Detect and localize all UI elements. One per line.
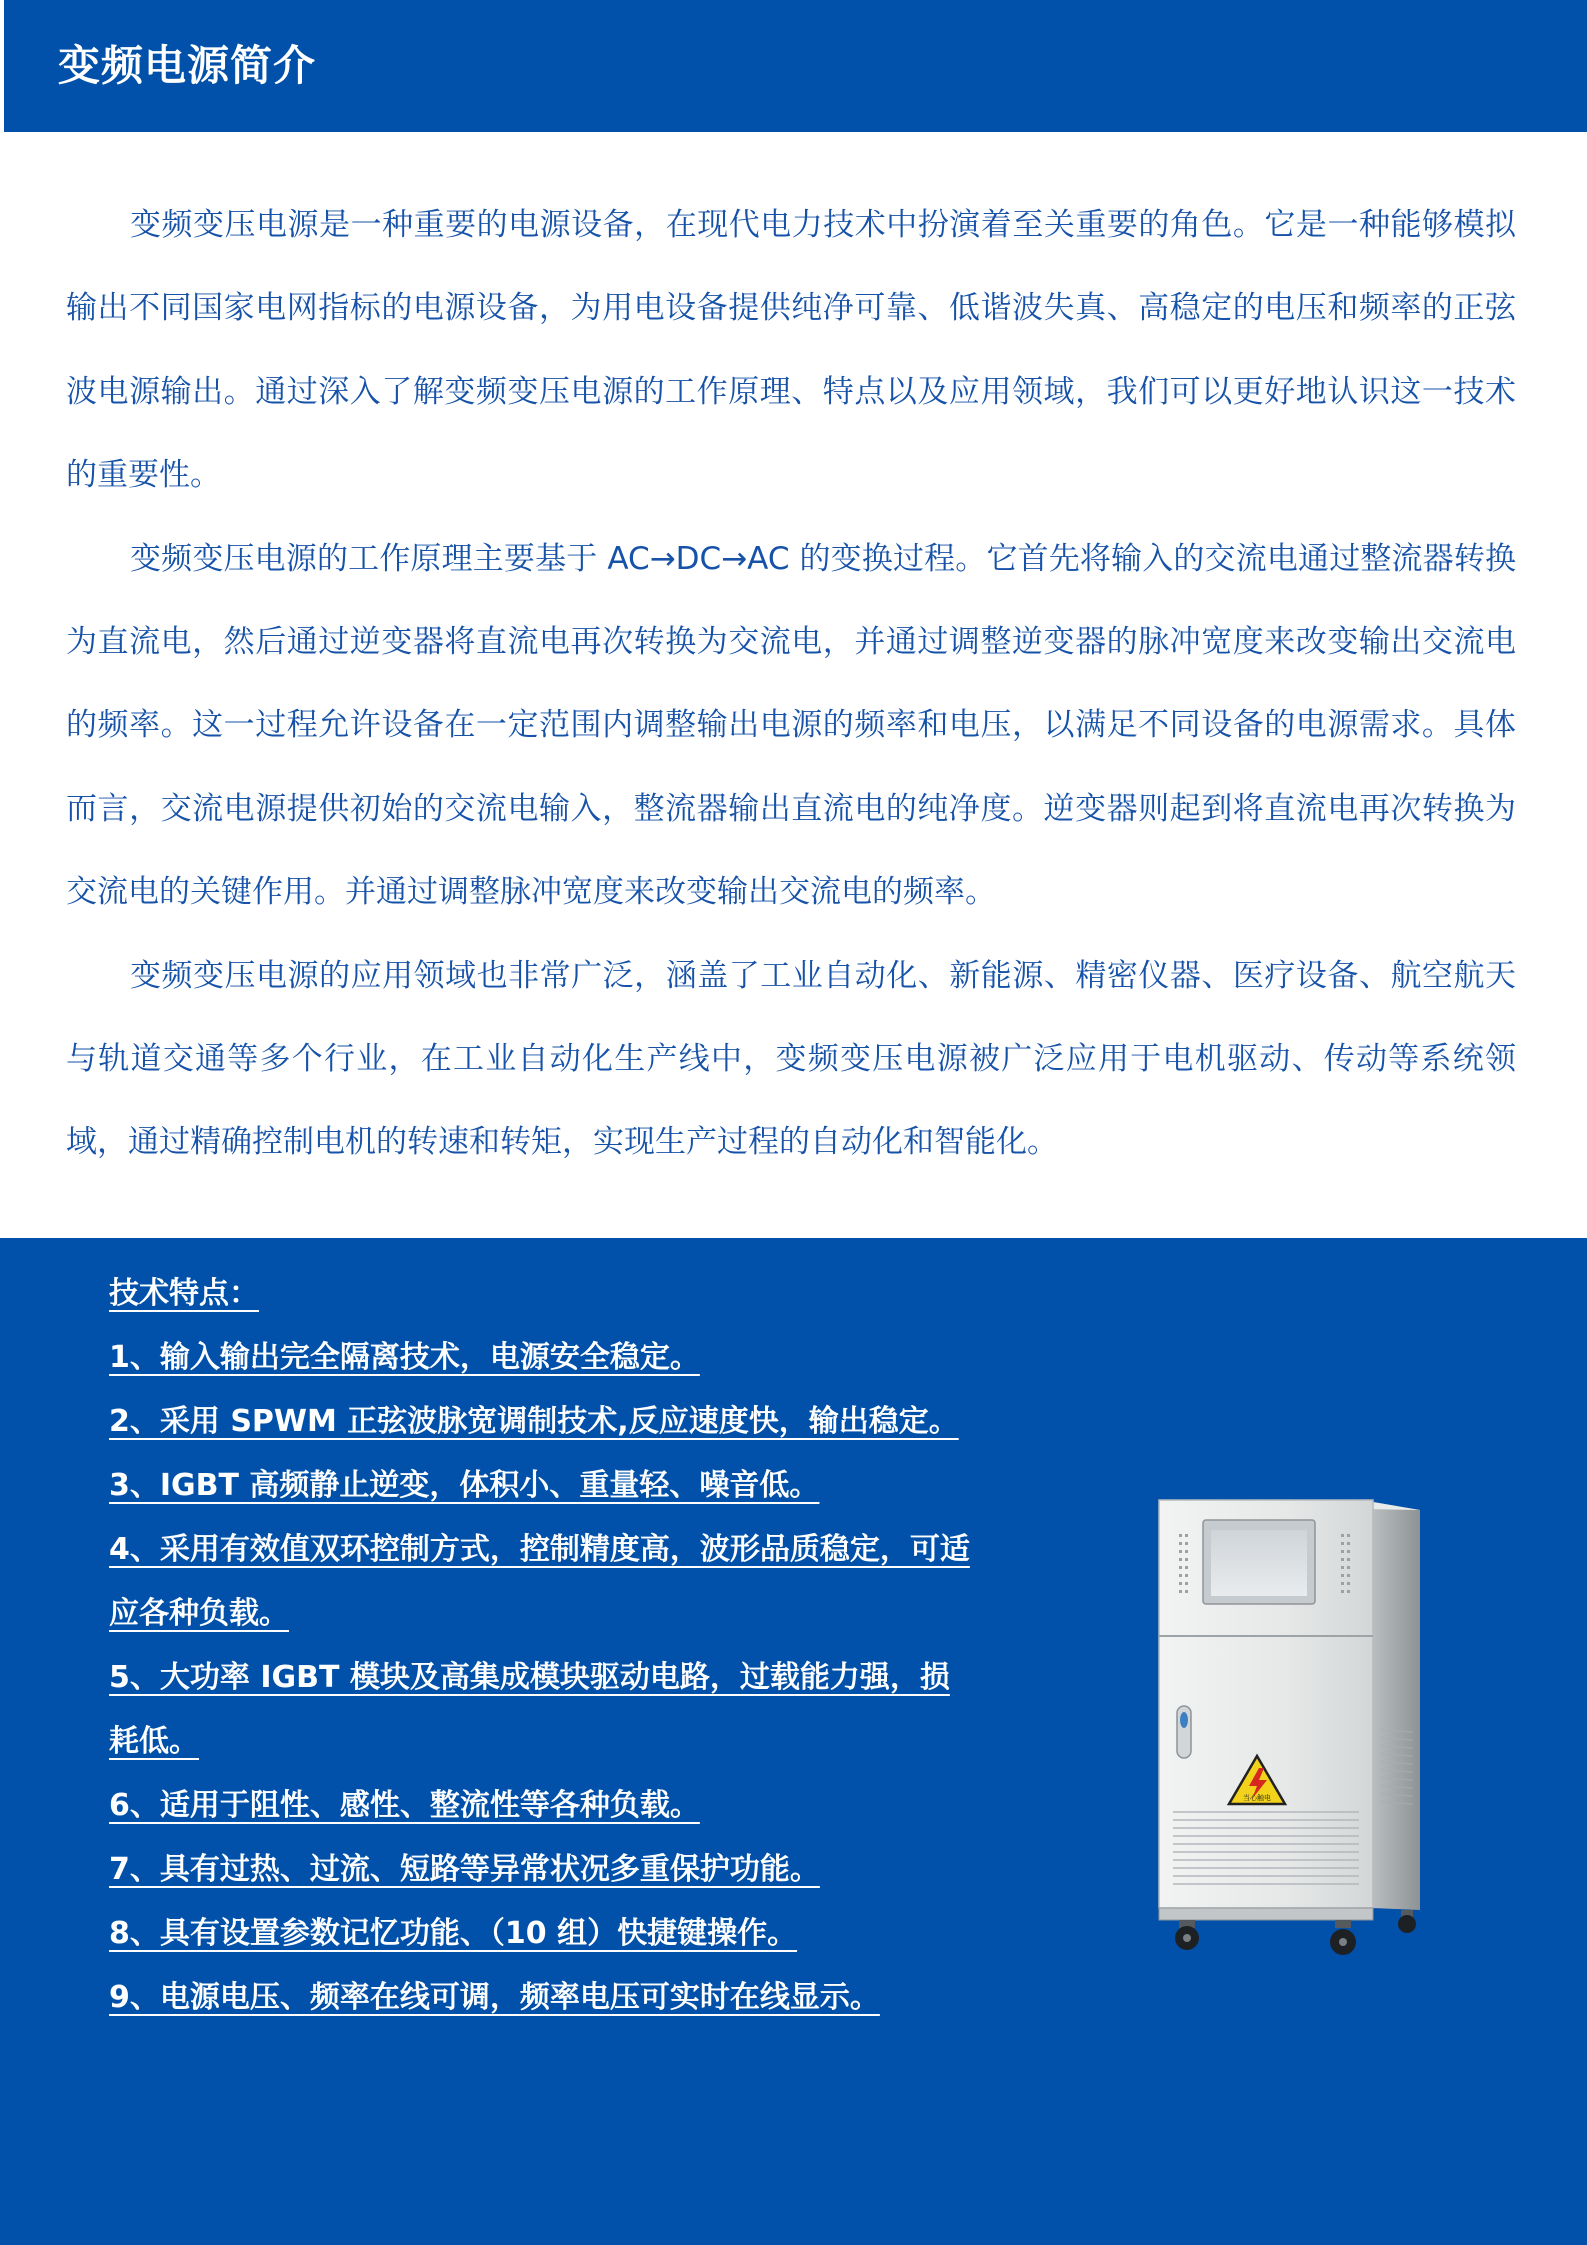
feature-list bbox=[109, 1262, 971, 2030]
product-image-power-cabinet bbox=[1145, 1490, 1445, 1960]
feature-item-3: 3、IGBT 高频静止逆变，体积小、重量轻、噪音低。 bbox=[109, 1468, 820, 1503]
door-lock-icon bbox=[1180, 1712, 1188, 1728]
warning-label-text: 当心触电 bbox=[1243, 1794, 1271, 1802]
feature-item-7: 7、具有过热、过流、短路等异常状况多重保护功能。 bbox=[109, 1852, 820, 1887]
power-cabinet-illustration bbox=[1145, 1490, 1445, 1960]
features-heading: 技术特点： bbox=[109, 1276, 259, 1311]
intro-paragraph-principle-overview: 变频变压电源是一种重要的电源设备，在现代电力技术中扮演着至关重要的角色。它是一种能够模拟输出不同国家电网指标的电源设备，为用电设备提供纯净可靠、低谐波失真、高稳定的电压和频率的正弦波电源输出。通过深入了解变频变压电源的工作原理、特点以及应用领域，我们可以更好地认识这一技术的重要性。 bbox=[66, 207, 1516, 494]
feature-item-6: 6、适用于阻性、感性、整流性等各种负载。 bbox=[109, 1788, 700, 1823]
feature-item-5: 5、大功率 IGBT 模块及高集成模块驱动电路，过载能力强，损耗低。 bbox=[109, 1660, 950, 1759]
feature-item-8: 8、具有设置参数记忆功能、（10 组）快捷键操作。 bbox=[109, 1916, 798, 1951]
page-title: 变频电源简介 bbox=[58, 41, 317, 90]
control-screen bbox=[1211, 1530, 1307, 1596]
intro-paragraph-working-principle: 变频变压电源的工作原理主要基于 AC→DC→AC 的变换过程。它首先将输入的交流电通过整流器转换为直流电，然后通过逆变器将直流电再次转换为交流电，并通过调整逆变器的脉冲宽度来改变输出交流电的频率。这一过程允许设备在一定范围内调整输出电源的频率和电压，以满足不同设备的电源需求。具体而言，交流电源提供初始的交流电输入，整流器输出直流电的纯净度。逆变器则起到将直流电再次转换为交流电的关键作用。并通过调整脉冲宽度来改变输出交流电的频率。 bbox=[66, 540, 1516, 911]
feature-item-9: 9、电源电压、频率在线可调，频率电压可实时在线显示。 bbox=[109, 1980, 880, 2015]
feature-item-2: 2、采用 SPWM 正弦波脉宽调制技术,反应速度快，输出稳定。 bbox=[109, 1404, 959, 1439]
intro-paragraph-applications: 变频变压电源的应用领域也非常广泛，涵盖了工业自动化、新能源、精密仪器、医疗设备、航空航天与轨道交通等多个行业，在工业自动化生产线中，变频变压电源被广泛应用于电机驱动、传动等系统领域，通过精确控制电机的转速和转矩，实现生产过程的自动化和智能化。 bbox=[66, 957, 1516, 1161]
feature-item-4: 4、采用有效值双环控制方式，控制精度高，波形品质稳定，可适应各种负载。 bbox=[109, 1532, 970, 1631]
feature-item-1: 1、输入输出完全隔离技术，电源安全稳定。 bbox=[109, 1340, 700, 1375]
intro-section bbox=[66, 184, 1516, 1185]
cabinet-side-panel bbox=[1373, 1502, 1420, 1910]
cabinet-base bbox=[1159, 1908, 1373, 1920]
